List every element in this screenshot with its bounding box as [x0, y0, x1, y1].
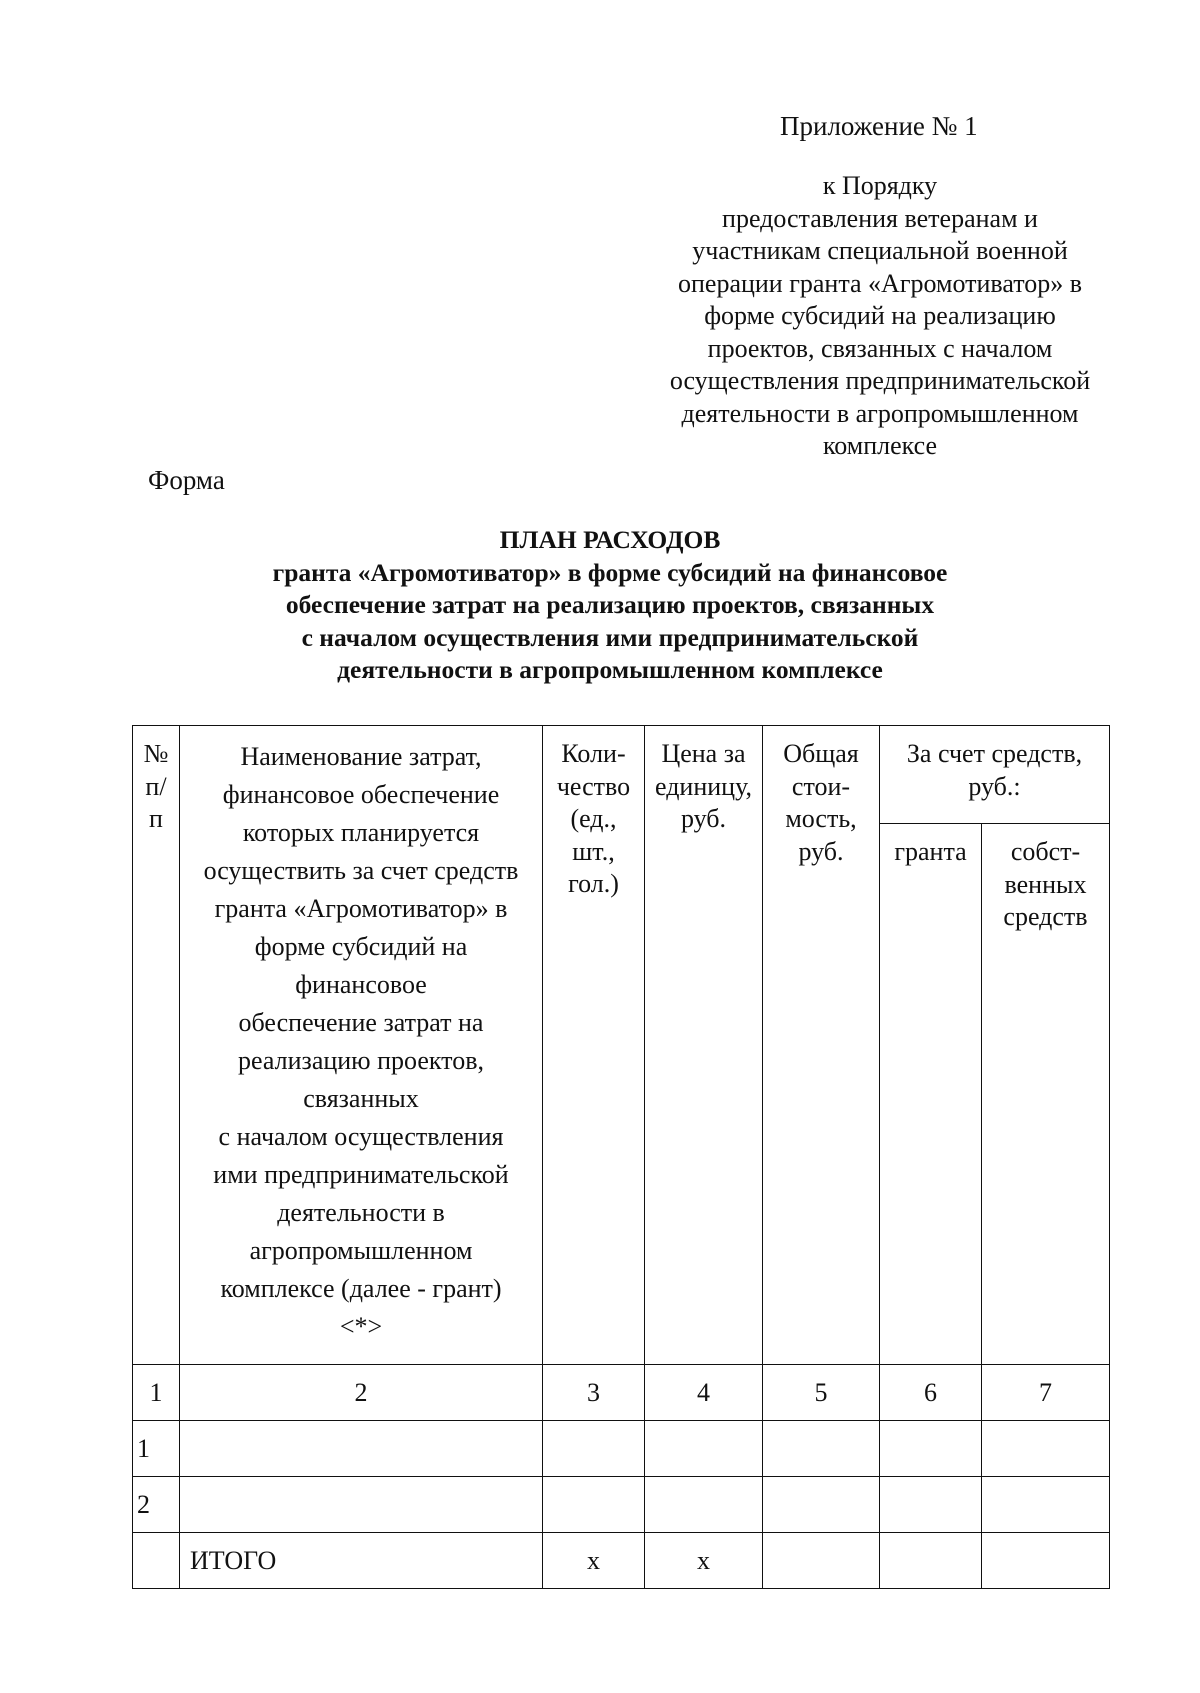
header-quantity-line: гол.)	[568, 869, 619, 898]
total-cost	[763, 1533, 880, 1589]
header-name-line: связанных	[303, 1084, 419, 1113]
header-quantity	[543, 726, 645, 1365]
table-row	[133, 1421, 1110, 1477]
row-own-cell	[982, 1477, 1110, 1533]
document-title	[140, 524, 1080, 687]
row-price-cell	[645, 1421, 763, 1477]
total-quantity: x	[543, 1533, 645, 1589]
annex-text	[630, 170, 1130, 463]
header-own-line: средств	[1003, 902, 1088, 931]
total-price: x	[645, 1533, 763, 1589]
annex-line: проектов, связанных с началом	[707, 333, 1053, 363]
annex-title: Приложение № 1	[780, 111, 978, 141]
row-number: 2	[133, 1477, 180, 1533]
header-grant-text: гранта	[894, 837, 967, 866]
header-name-line: финансовое обеспечение	[222, 780, 500, 809]
header-name-line: комплексе (далее - грант)	[220, 1274, 502, 1303]
header-quantity-line: Коли-	[561, 739, 626, 768]
total-own	[982, 1533, 1110, 1589]
header-name-line: гранта «Агромотиватор» в	[214, 894, 508, 923]
header-grant	[880, 824, 982, 1365]
row-grant-cell	[880, 1421, 982, 1477]
header-num	[133, 726, 180, 1365]
header-name-line: агропромышленном	[249, 1236, 473, 1265]
title-line: гранта «Агромотиватор» в форме субсидий на финансовое	[272, 557, 948, 587]
header-quantity-line: чество	[556, 771, 631, 801]
header-total-line: стои-	[791, 771, 851, 801]
title-line: с началом осуществления ими предпринимательской	[301, 622, 919, 652]
header-total-line: мость,	[785, 804, 857, 833]
header-num-line: п	[149, 804, 163, 833]
header-unit-price	[645, 726, 763, 1365]
form-label: Форма	[148, 465, 225, 495]
header-num-line: п/	[145, 771, 167, 801]
annex-line: участникам специальной военной	[692, 236, 1068, 265]
header-quantity-line: (ед.,	[570, 804, 617, 833]
row-total-cell	[763, 1477, 880, 1533]
header-quantity-line: шт.,	[572, 836, 615, 866]
annex-line: операции гранта «Агромотиватор» в	[677, 268, 1082, 298]
header-name-line: форме субсидий на	[254, 932, 468, 961]
table-row	[133, 1477, 1110, 1533]
column-number: 6	[880, 1365, 982, 1421]
column-number: 5	[763, 1365, 880, 1421]
header-total-line: руб.	[798, 836, 844, 866]
row-own-cell	[982, 1421, 1110, 1477]
header-total-cost	[763, 726, 880, 1365]
total-row	[133, 1533, 1110, 1589]
title-line: ПЛАН РАСХОДОВ	[499, 525, 721, 554]
header-own-line: венных	[1004, 869, 1087, 899]
column-number: 7	[982, 1365, 1110, 1421]
annex-line: предоставления ветеранам и	[722, 203, 1038, 233]
title-line: обеспечение затрат на реализацию проектов, связанных	[285, 590, 935, 619]
header-name-line: ими предпринимательской	[213, 1160, 509, 1189]
row-grant-cell	[880, 1477, 982, 1533]
header-funds-line: За счет средств,	[906, 739, 1083, 768]
row-name-cell	[180, 1477, 543, 1533]
header-name-line: деятельности в	[277, 1198, 445, 1227]
header-name-line: обеспечение затрат на	[238, 1008, 484, 1037]
header-name-line: осуществить за счет средств	[203, 856, 519, 885]
row-name-cell	[180, 1421, 543, 1477]
header-price-line: единицу,	[655, 771, 752, 801]
annex-line: осуществления предпринимательской	[669, 366, 1091, 395]
annex-line: форме субсидий на реализацию	[704, 301, 1056, 330]
header-num-line: №	[143, 739, 169, 768]
total-row-number	[133, 1533, 180, 1589]
header-name	[180, 726, 543, 1365]
header-name-line: Наименование затрат,	[240, 742, 482, 771]
annex-line: к Порядку	[822, 171, 938, 200]
column-number: 1	[133, 1365, 180, 1421]
header-own-line: собст-	[1010, 837, 1081, 866]
expense-plan-table	[132, 725, 1110, 1589]
title-line: деятельности в агропромышленном комплексе	[337, 655, 883, 684]
annex-line: комплексе	[822, 431, 938, 460]
total-label: ИТОГО	[180, 1533, 543, 1589]
column-number: 4	[645, 1365, 763, 1421]
header-name-line: которых планируется	[242, 818, 480, 847]
annex-line: деятельности в агропромышленном	[681, 398, 1079, 428]
row-price-cell	[645, 1477, 763, 1533]
column-number: 2	[180, 1365, 543, 1421]
header-price-line: Цена за	[661, 739, 746, 768]
row-quantity-cell	[543, 1477, 645, 1533]
header-total-line: Общая	[783, 739, 859, 768]
row-total-cell	[763, 1421, 880, 1477]
header-price-line: руб.	[680, 804, 727, 833]
header-name-line: <*>	[339, 1312, 383, 1341]
header-own-funds	[982, 824, 1110, 1365]
header-name-line: реализацию проектов,	[238, 1046, 484, 1075]
total-grant	[880, 1533, 982, 1589]
row-quantity-cell	[543, 1421, 645, 1477]
header-funding-source	[880, 726, 1110, 824]
header-funds-line: руб.:	[968, 771, 1021, 801]
header-name-line: с началом осуществления	[218, 1122, 504, 1151]
row-number: 1	[133, 1421, 180, 1477]
column-number: 3	[543, 1365, 645, 1421]
header-name-line: финансовое	[295, 970, 427, 999]
